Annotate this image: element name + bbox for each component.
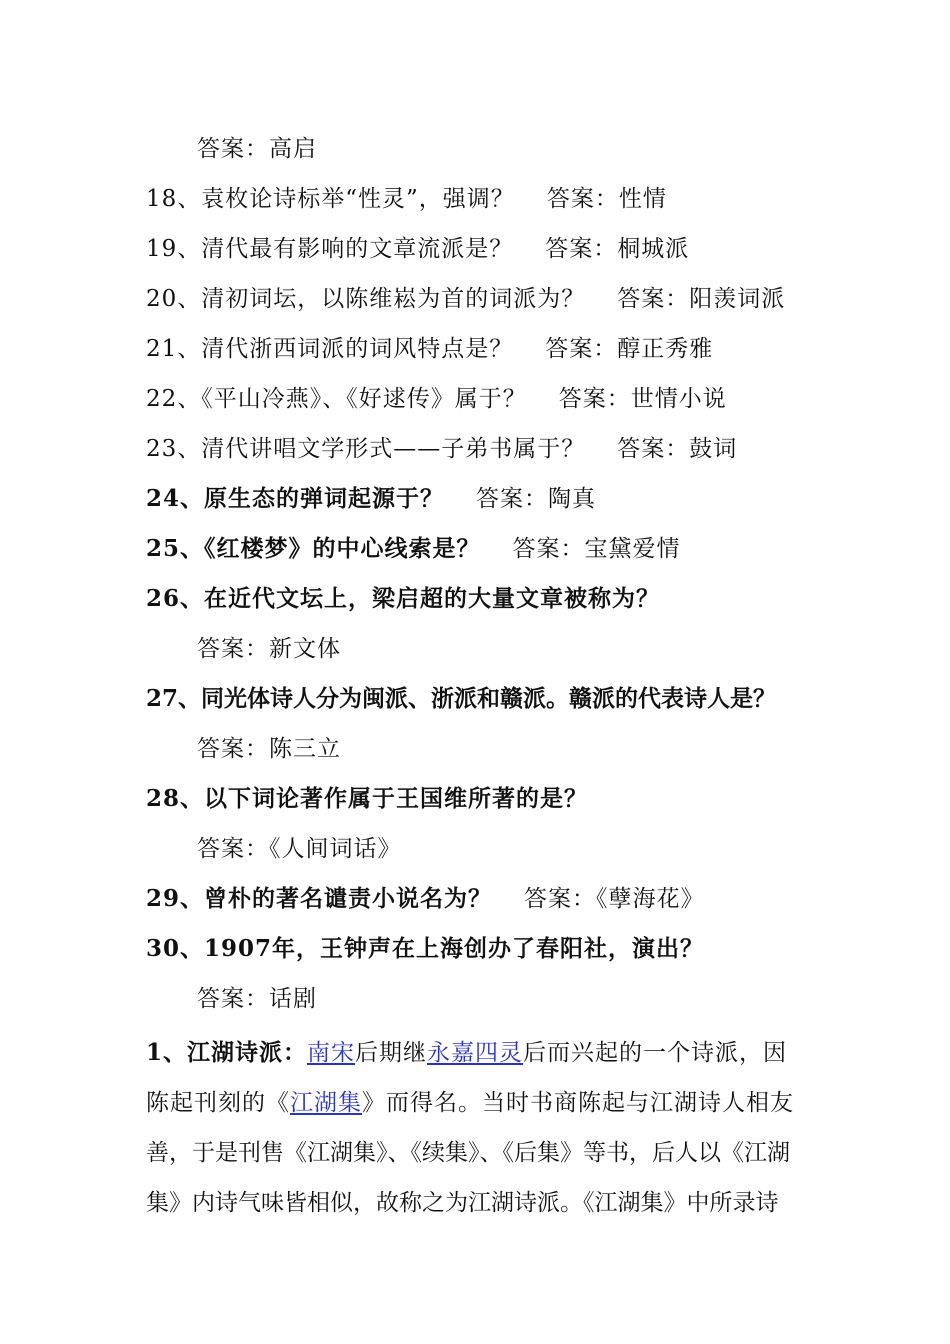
question-line-20 <box>146 284 785 314</box>
answer-label: 答案： <box>545 336 618 362</box>
term-line-4: 集》内诗气味皆相似，故称之为江湖诗派。《江湖集》中所录诗 <box>146 1190 779 1216</box>
question-text: 《红楼梦》的中心线索是？ <box>204 535 481 562</box>
answer-text: 话剧 <box>269 986 317 1012</box>
question-number: 27、 <box>146 685 202 712</box>
question-number: 22、 <box>146 386 202 412</box>
term-title: 江湖诗派： <box>187 1039 308 1066</box>
question-number: 26、 <box>146 585 205 612</box>
question-text: 在近代文坛上，梁启超的大量文章被称为？ <box>204 585 661 612</box>
answer-label: 答案： <box>197 736 269 762</box>
question-line-30 <box>146 934 704 964</box>
question-line-19 <box>146 234 689 264</box>
question-text: 以下词论著作属于王国维所著的是？ <box>204 785 589 812</box>
question-number: 20、 <box>146 286 202 312</box>
question-number: 28、 <box>146 785 205 812</box>
answer-label: 答案： <box>558 386 631 412</box>
answer-label: 答案： <box>476 486 549 512</box>
question-line-26 <box>146 584 660 614</box>
answer-text: 性情 <box>618 186 667 212</box>
question-line-21 <box>146 334 713 364</box>
answer-label: 答案： <box>512 536 585 562</box>
answer-label: 答案： <box>197 636 269 662</box>
answer-line-30 <box>197 984 317 1014</box>
question-text: 原生态的弹词起源于？ <box>204 485 445 512</box>
answer-line-17 <box>197 134 317 164</box>
answer-text: 阳羡词派 <box>689 286 786 312</box>
answer-label: 答案： <box>524 886 597 912</box>
question-text: 袁枚论诗标举“性灵”，强调？ <box>201 186 515 212</box>
term-text: 陈起刊刻的《 <box>146 1090 290 1116</box>
question-text: 同光体诗人分为闽派、浙派和赣派。赣派的代表诗人是？ <box>201 685 777 712</box>
answer-label: 答案： <box>197 836 269 862</box>
question-number: 21、 <box>146 336 202 362</box>
answer-text: 世情小说 <box>630 386 727 412</box>
term-line-3: 善，于是刊售《江湖集》、《续集》、《后集》等书，后人以《江湖 <box>146 1140 790 1166</box>
question-line-27 <box>146 684 776 714</box>
term-text: 后期继 <box>355 1040 428 1066</box>
question-text: 曾朴的著名谴责小说名为？ <box>204 885 493 912</box>
answer-text: 新文体 <box>269 636 341 662</box>
question-text: 1907年，王钟声在上海创办了春阳社，演出？ <box>204 935 705 962</box>
question-line-22 <box>146 384 727 414</box>
answer-text: 《孽海花》 <box>596 886 705 912</box>
answer-label: 答案： <box>197 986 269 1012</box>
question-text: 清初词坛，以陈维崧为首的词派为？ <box>201 286 586 312</box>
answer-label: 答案： <box>617 436 690 462</box>
answer-text: 《人间词话》 <box>269 836 402 862</box>
link-jianghu-ji[interactable]: 江湖集 <box>290 1090 362 1116</box>
answer-text: 醇正秀雅 <box>617 336 714 362</box>
question-number: 30、 <box>146 935 205 962</box>
answer-line-28 <box>197 834 402 864</box>
question-text: 清代讲唱文学形式——子弟书属于？ <box>201 436 586 462</box>
question-number: 19、 <box>146 236 202 262</box>
term-number: 1、 <box>146 1039 188 1066</box>
answer-line-26 <box>197 634 341 664</box>
answer-text: 陶真 <box>548 486 597 512</box>
answer-label: 答案： <box>546 186 619 212</box>
question-number: 23、 <box>146 436 202 462</box>
question-text: 清代浙西词派的词风特点是？ <box>201 336 514 362</box>
question-number: 18、 <box>146 186 202 212</box>
answer-text: 鼓词 <box>689 436 738 462</box>
question-line-18 <box>146 184 667 214</box>
term-text: 》而得名。当时书商陈起与江湖诗人相友 <box>362 1090 794 1116</box>
question-line-28 <box>146 784 588 814</box>
question-line-29 <box>146 884 705 914</box>
answer-text: 桐城派 <box>617 236 690 262</box>
question-text: 清代最有影响的文章流派是？ <box>201 236 514 262</box>
question-number: 24、 <box>146 485 205 512</box>
answer-label: 答案： <box>545 236 618 262</box>
answer-label: 答案： <box>197 136 269 162</box>
question-text: 《平山冷燕》、《好逑传》属于？ <box>201 386 527 412</box>
term-line-2 <box>146 1078 810 1128</box>
question-number: 29、 <box>146 885 205 912</box>
term-line-1 <box>146 1028 810 1078</box>
term-paragraph <box>146 1028 810 1228</box>
answer-text: 宝黛爱情 <box>584 536 681 562</box>
question-line-24 <box>146 484 596 514</box>
question-number: 25、 <box>146 535 205 562</box>
answer-text: 陈三立 <box>269 736 341 762</box>
link-yongjia-siling[interactable]: 永嘉四灵 <box>427 1040 524 1066</box>
answer-label: 答案： <box>617 286 690 312</box>
answer-line-27 <box>197 734 341 764</box>
answer-text: 高启 <box>269 136 317 162</box>
term-text: 后而兴起的一个诗派，因 <box>523 1040 788 1066</box>
link-nansong[interactable]: 南宋 <box>307 1040 356 1066</box>
question-line-23 <box>146 434 737 464</box>
question-line-25 <box>146 534 681 564</box>
